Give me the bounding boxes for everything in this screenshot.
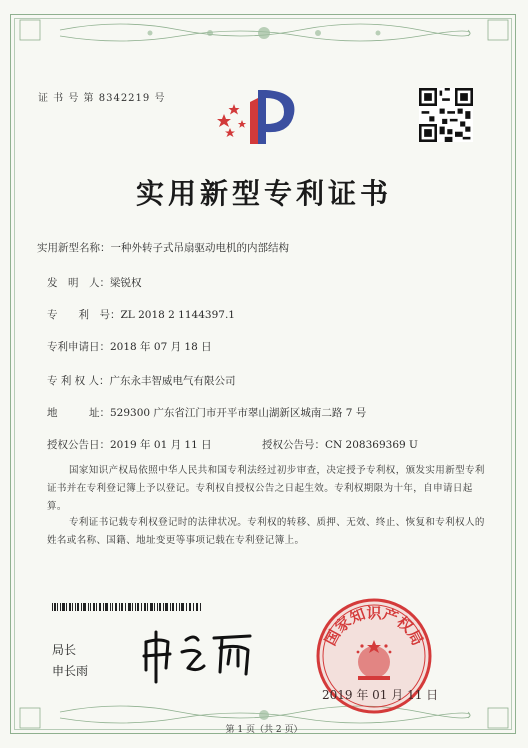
certificate-number-value: 8342219 — [98, 93, 151, 104]
patent-number-value: ZL 2018 2 1144397.1 — [120, 309, 235, 321]
holder-row — [47, 373, 236, 388]
inventor-value: 梁锐权 — [110, 277, 142, 289]
patent-number-row — [47, 307, 235, 322]
address-row — [47, 405, 366, 420]
inventor-label: 发 明 人： — [47, 277, 110, 289]
paragraph-legal-status: 专利证书记载专利权登记时的法律状况。专利权的转移、质押、无效、终止、恢复和专利权人的姓名或名称、国籍、地址变更等事项记载在专利登记簿上。 — [47, 517, 485, 546]
grant-date-row — [47, 437, 212, 452]
name-label: 实用新型名称： — [37, 242, 111, 254]
seal-text: 国家知识产权局 — [321, 604, 427, 649]
certificate-number-label: 证 书 号 第 — [38, 93, 95, 104]
director-title: 局长 — [52, 643, 77, 657]
grant-number-row — [262, 437, 418, 452]
paragraph-grant-statement: 国家知识产权局依照中华人民共和国专利法经过初步审查，决定授予专利权，颁发实用新型专利证书并在专利登记簿上予以登记。专利权自授权公告之日起生效。专利权期限为十年，自申请日起算。 — [47, 465, 485, 512]
certificate-number-suffix: 号 — [154, 93, 166, 104]
filing-date-row — [47, 339, 212, 354]
address-value: 529300 广东省江门市开平市翠山湖新区城南二路 7 号 — [110, 407, 367, 419]
grant-number-label: 授权公告号： — [262, 439, 325, 451]
qr-code-icon — [419, 88, 473, 142]
patent-number-label: 专 利 号： — [47, 309, 121, 321]
filing-date-label: 专利申请日： — [47, 341, 110, 353]
address-label: 地 址： — [47, 407, 110, 419]
name-value: 一种外转子式吊扇驱动电机的内部结构 — [110, 242, 289, 254]
page-footer: 第 1 页（共 2 页） — [225, 725, 303, 735]
holder-label: 专 利 权 人： — [47, 375, 110, 387]
grant-number-value: CN 208369369 U — [325, 439, 418, 451]
holder-value: 广东永丰智威电气有限公司 — [109, 375, 236, 387]
certificate-title: 实用新型专利证书 — [135, 177, 392, 210]
seal-date: 2019 年 01 月 11 日 — [322, 688, 439, 702]
director-name: 申长雨 — [52, 664, 89, 678]
name-row — [37, 240, 289, 255]
director-signature — [138, 628, 258, 684]
certificate-number — [38, 89, 165, 104]
grant-date-label: 授权公告日： — [47, 439, 110, 451]
filing-date-value: 2018 年 07 月 18 日 — [110, 341, 212, 353]
cnipa-logo-icon — [212, 84, 302, 150]
grant-date-value: 2019 年 01 月 11 日 — [110, 439, 212, 451]
barcode-icon — [52, 603, 202, 611]
inventor-row — [47, 275, 142, 290]
